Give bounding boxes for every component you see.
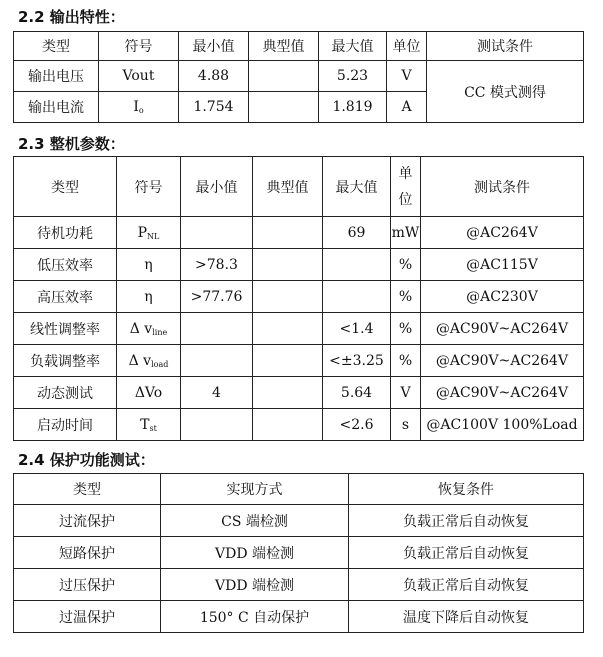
table-row <box>14 569 584 601</box>
header-cell: 最小值 <box>179 32 249 61</box>
recovery-cell: 负载正常后自动恢复 <box>349 505 584 537</box>
header-cell: 类型 <box>14 32 99 61</box>
max-cell: 1.819 <box>319 92 387 123</box>
symbol-cell <box>117 281 181 313</box>
method-cell: CS 端检测 <box>161 505 349 537</box>
header-cell: 最小值 <box>181 157 253 217</box>
condition-cell: @AC90V~AC264V <box>421 345 584 377</box>
table-row <box>14 313 584 345</box>
symbol-cell <box>99 61 179 92</box>
symbol-text: η <box>144 288 153 305</box>
section-2-2-heading: 2.2 输出特性： <box>18 8 125 26</box>
header-cell: 类型 <box>14 474 161 505</box>
min-cell <box>181 217 253 249</box>
symbol-text: I <box>133 99 139 115</box>
symbol-text: Δ v <box>128 352 152 369</box>
symbol-cell <box>117 345 181 377</box>
header-cell: 典型值 <box>249 32 319 61</box>
type-cell: 待机功耗 <box>14 217 117 249</box>
header-cell: 类型 <box>14 157 117 217</box>
typ-cell <box>249 92 319 123</box>
recovery-cell: 温度下降后自动恢复 <box>349 601 584 633</box>
symbol-subscript: st <box>149 423 157 433</box>
protection-function-table <box>13 473 584 633</box>
typ-cell <box>253 217 323 249</box>
type-cell: 负载调整率 <box>14 345 117 377</box>
condition-cell: @AC100V 100%Load <box>421 409 584 441</box>
symbol-text: Δ v <box>129 320 153 337</box>
min-cell: 4 <box>181 377 253 409</box>
method-cell: 150° C 自动保护 <box>161 601 349 633</box>
header-cell: 符号 <box>99 32 179 61</box>
table-row <box>14 249 584 281</box>
recovery-cell: 负载正常后自动恢复 <box>349 569 584 601</box>
min-cell <box>181 409 253 441</box>
min-cell <box>181 345 253 377</box>
output-characteristics-table <box>13 31 584 123</box>
header-cell: 测试条件 <box>427 32 584 61</box>
typ-cell <box>253 313 323 345</box>
header-cell: 最大值 <box>323 157 391 217</box>
symbol-subscript: line <box>152 327 168 337</box>
recovery-cell: 负载正常后自动恢复 <box>349 537 584 569</box>
max-cell: <2.6 <box>323 409 391 441</box>
max-cell: 69 <box>323 217 391 249</box>
unit-char-2: 位 <box>398 191 413 208</box>
header-cell: 单位 <box>387 32 427 61</box>
unit-cell: mW <box>391 217 421 249</box>
table-row <box>14 281 584 313</box>
unit-cell: A <box>387 92 427 123</box>
type-cell: 高压效率 <box>14 281 117 313</box>
header-cell-unit <box>391 157 421 217</box>
table-row <box>14 61 584 92</box>
type-cell: 输出电流 <box>14 92 99 123</box>
unit-char-1: 单 <box>398 165 413 182</box>
unit-cell: % <box>391 281 421 313</box>
symbol-text: ΔVo <box>134 384 163 401</box>
header-cell: 恢复条件 <box>349 474 584 505</box>
typ-cell <box>253 345 323 377</box>
header-cell: 测试条件 <box>421 157 584 217</box>
symbol-cell <box>117 249 181 281</box>
method-cell: VDD 端检测 <box>161 569 349 601</box>
condition-cell: @AC264V <box>421 217 584 249</box>
method-cell: VDD 端检测 <box>161 537 349 569</box>
max-cell: <1.4 <box>323 313 391 345</box>
max-cell <box>323 249 391 281</box>
symbol-text: T <box>140 416 150 433</box>
table-row <box>14 505 584 537</box>
type-cell: 过温保护 <box>14 601 161 633</box>
unit-cell: % <box>391 313 421 345</box>
typ-cell <box>253 249 323 281</box>
min-cell <box>181 313 253 345</box>
condition-cell: CC 模式测得 <box>427 61 584 123</box>
unit-cell: % <box>391 345 421 377</box>
symbol-subscript: NL <box>147 231 160 241</box>
section-2-4-heading: 2.4 保护功能测试： <box>18 451 155 469</box>
header-cell: 典型值 <box>253 157 323 217</box>
max-cell <box>323 281 391 313</box>
type-cell: 线性调整率 <box>14 313 117 345</box>
table-row <box>14 345 584 377</box>
table-header-row <box>14 32 584 61</box>
type-cell: 短路保护 <box>14 537 161 569</box>
table-header-row <box>14 474 584 505</box>
symbol-cell <box>117 217 181 249</box>
min-cell: >78.3 <box>181 249 253 281</box>
type-cell: 过流保护 <box>14 505 161 537</box>
table-row <box>14 537 584 569</box>
symbol-cell <box>117 313 181 345</box>
table-row <box>14 409 584 441</box>
table-row <box>14 217 584 249</box>
type-cell: 输出电压 <box>14 61 99 92</box>
symbol-cell <box>117 409 181 441</box>
max-cell: 5.64 <box>323 377 391 409</box>
symbol-text: Vout <box>122 68 155 84</box>
table-row <box>14 601 584 633</box>
condition-cell: @AC90V~AC264V <box>421 377 584 409</box>
max-cell: 5.23 <box>319 61 387 92</box>
min-cell: >77.76 <box>181 281 253 313</box>
unit-cell: % <box>391 249 421 281</box>
min-cell: 1.754 <box>179 92 249 123</box>
header-cell: 最大值 <box>319 32 387 61</box>
symbol-text: η <box>144 256 153 273</box>
symbol-text: P <box>137 224 148 241</box>
symbol-cell <box>117 377 181 409</box>
min-cell: 4.88 <box>179 61 249 92</box>
max-cell: <±3.25 <box>323 345 391 377</box>
unit-cell: V <box>391 377 421 409</box>
condition-cell: @AC115V <box>421 249 584 281</box>
typ-cell <box>253 377 323 409</box>
symbol-subscript: o <box>138 106 144 115</box>
typ-cell <box>253 281 323 313</box>
type-cell: 过压保护 <box>14 569 161 601</box>
condition-cell: @AC90V~AC264V <box>421 313 584 345</box>
section-2-3-heading: 2.3 整机参数： <box>18 135 125 153</box>
typ-cell <box>253 409 323 441</box>
typ-cell <box>249 61 319 92</box>
header-cell: 实现方式 <box>161 474 349 505</box>
unit-cell: V <box>387 61 427 92</box>
symbol-subscript: load <box>151 359 169 369</box>
machine-parameters-table <box>13 156 584 441</box>
header-cell: 符号 <box>117 157 181 217</box>
table-header-row <box>14 157 584 217</box>
table-row <box>14 377 584 409</box>
unit-cell: s <box>391 409 421 441</box>
condition-cell: @AC230V <box>421 281 584 313</box>
type-cell: 低压效率 <box>14 249 117 281</box>
type-cell: 启动时间 <box>14 409 117 441</box>
type-cell: 动态测试 <box>14 377 117 409</box>
symbol-cell <box>99 92 179 123</box>
